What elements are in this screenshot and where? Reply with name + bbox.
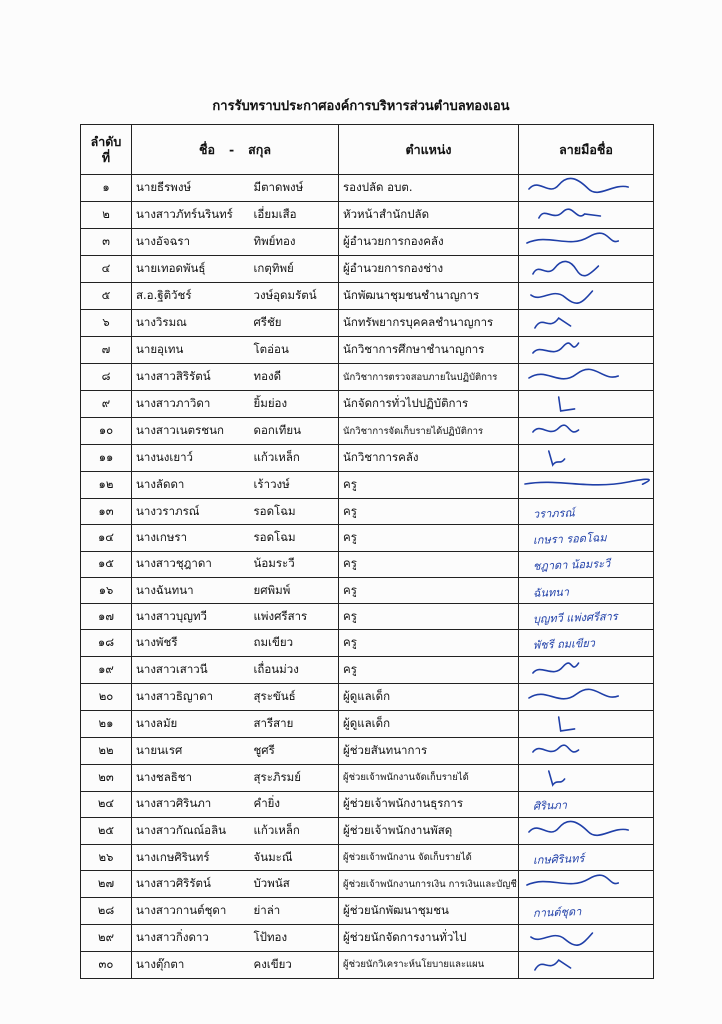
row-number: ๑๙ [81,656,132,683]
row-position: ครู [339,525,519,551]
row-signature [519,337,654,364]
row-position: ครู [339,499,519,525]
document-title: การรับทราบประกาศองค์การบริหารส่วนตำบลทองเอน [212,99,510,114]
table-row [81,871,654,898]
table-row [81,604,654,630]
row-signature [519,898,654,924]
table-row [81,656,654,683]
row-number: ๓๐ [81,951,132,978]
row-last-name: เร้าวงษ์ [250,472,339,499]
row-number: ๒๒ [81,737,132,764]
table-row [81,472,654,499]
table-row [81,737,654,764]
row-signature [519,472,654,499]
row-first-name: นายนเรศ [132,737,250,764]
row-signature [519,871,654,898]
row-number: ๒๗ [81,871,132,898]
row-position: ผู้ช่วยนักวิเคราะห์นโยบายและแผน [339,951,519,978]
row-position: ผู้ช่วยเจ้าพนักงานการเงิน การเงินและบัญชี [339,871,519,898]
row-first-name: นายธีรพงษ์ [132,175,250,202]
handwritten-signature [519,738,653,764]
signature-text: วราภรณ์ [532,506,575,521]
row-first-name: นางสาวเสาวนี [132,656,250,683]
row-first-name: นางวิรมณ [132,310,250,337]
signature-text: กานต์ชุดา [532,905,582,920]
row-last-name: รอดโฉม [250,499,339,525]
row-position: ผู้อำนวยการกองคลัง [339,229,519,256]
row-last-name: เถื่อนม่วง [250,656,339,683]
row-position: ผู้อำนวยการกองช่าง [339,256,519,283]
row-first-name: นางสาวภาวิดา [132,391,250,418]
row-first-name: นางพัชรี [132,630,250,656]
row-number: ๒๐ [81,683,132,710]
row-first-name: นางลัดดา [132,472,250,499]
row-last-name: วงษ์อุดมรัตน์ [250,283,339,310]
row-position: ครู [339,604,519,630]
table-row [81,175,654,202]
row-last-name: สารีสาย [250,710,339,737]
row-number: ๑๖ [81,577,132,603]
row-position: ครู [339,656,519,683]
table-row [81,898,654,924]
row-signature [519,499,654,525]
row-first-name: นางสาวศิรินภา [132,791,250,817]
row-first-name: นางฉันทนา [132,577,250,603]
row-signature [519,577,654,603]
handwritten-signature [519,925,653,951]
header-name [132,125,339,175]
row-number: ๕ [81,283,132,310]
table-row [81,577,654,603]
row-position: ผู้ดูแลเด็ก [339,683,519,710]
row-signature [519,951,654,978]
table-row [81,845,654,871]
table-header-row [81,125,654,175]
handwritten-signature [519,310,653,336]
handwritten-signature [519,711,653,737]
row-position: หัวหน้าสำนักปลัด [339,202,519,229]
row-signature [519,202,654,229]
handwritten-signature [519,657,653,683]
row-first-name: นางสาวศิริรัตน์ [132,871,250,898]
row-last-name: สุระขันธ์ [250,683,339,710]
row-signature [519,418,654,445]
row-first-name: นางสาวบุญทวี [132,604,250,630]
row-number: ๒๕ [81,818,132,845]
table-row [81,630,654,656]
row-last-name: แพ่งศรีสาร [250,604,339,630]
row-last-name: โตอ่อน [250,337,339,364]
row-first-name: นางสาวธิญาดา [132,683,250,710]
row-number: ๒๑ [81,710,132,737]
row-first-name: นางอัจฉรา [132,229,250,256]
row-first-name: นางสาวเนตรชนก [132,418,250,445]
table-row [81,924,654,951]
row-number: ๒ [81,202,132,229]
row-first-name: นางตุ๊กตา [132,951,250,978]
row-number: ๖ [81,310,132,337]
row-last-name: ดอกเทียน [250,418,339,445]
handwritten-signature [519,445,653,471]
header-name-last: สกุล [248,141,272,157]
row-position: นักวิชาการคลัง [339,445,519,472]
row-signature [519,229,654,256]
signature-text: เกษรา รอดโฉม [532,531,607,547]
row-number: ๑๓ [81,499,132,525]
row-position: ผู้ช่วยเจ้าพนักงานพัสดุ [339,818,519,845]
row-first-name: นางสาวกิ่งดาว [132,924,250,951]
row-last-name: สุระภิรมย์ [250,764,339,791]
row-last-name: ถมเขียว [250,630,339,656]
row-first-name: นางสาวกัณณ์อลิน [132,818,250,845]
handwritten-signature [519,256,653,282]
row-last-name: คงเขียว [250,951,339,978]
row-last-name: บัวพนัส [250,871,339,898]
table-row [81,499,654,525]
row-position: ผู้ช่วยเจ้าพนักงานจัดเก็บรายได้ [339,764,519,791]
row-signature [519,710,654,737]
row-signature [519,525,654,551]
row-first-name: นางสาวกานต์ชุดา [132,898,250,924]
signature-text: บุญทวี แพ่งศรีสาร [532,609,618,626]
handwritten-signature [519,952,653,978]
row-last-name: แก้วเหล็ก [250,445,339,472]
row-number: ๒๔ [81,791,132,817]
row-number: ๔ [81,256,132,283]
table-row [81,951,654,978]
header-signature: ลายมือชื่อ [519,125,654,175]
row-last-name: เอี่ยมเสือ [250,202,339,229]
handwritten-signature [519,175,653,201]
row-signature [519,604,654,630]
row-last-name: รอดโฉม [250,525,339,551]
signature-text: พัชรี ถมเขียว [532,636,596,652]
row-first-name: นายเทอดพันธุ์ [132,256,250,283]
row-position: ครู [339,577,519,603]
row-position: นักวิชาการตรวจสอบภายในปฏิบัติการ [339,364,519,391]
table-row [81,391,654,418]
row-number: ๑๔ [81,525,132,551]
row-position: ผู้ดูแลเด็ก [339,710,519,737]
handwritten-signature [519,337,653,363]
table-row [81,764,654,791]
row-number: ๑ [81,175,132,202]
header-position: ตำแหน่ง [339,125,519,175]
header-order: ลำดับ ที่ [81,125,132,175]
table-row [81,202,654,229]
table-row [81,418,654,445]
table-row [81,256,654,283]
row-number: ๑๘ [81,630,132,656]
row-signature [519,845,654,871]
row-last-name: ยิ้มย่อง [250,391,339,418]
row-signature [519,737,654,764]
row-first-name: นางนงเยาว์ [132,445,250,472]
handwritten-signature [519,283,653,309]
row-first-name: นางสาวสิริรัตน์ [132,364,250,391]
row-signature [519,791,654,817]
row-last-name: ทิพย์ทอง [250,229,339,256]
row-number: ๑๑ [81,445,132,472]
row-last-name: คำยิ่ง [250,791,339,817]
table-row [81,337,654,364]
handwritten-signature [519,871,653,897]
row-number: ๗ [81,337,132,364]
row-number: ๒๖ [81,845,132,871]
handwritten-signature [519,684,653,710]
row-position: ผู้ช่วยนักจัดการงานทั่วไป [339,924,519,951]
row-signature [519,551,654,577]
row-signature [519,391,654,418]
row-position: นักทรัพยากรบุคคลชำนาญการ [339,310,519,337]
table-row [81,364,654,391]
handwritten-signature [519,391,653,417]
header-name-first: ชื่อ [198,141,215,157]
table-row [81,791,654,817]
row-first-name: นางชลธิชา [132,764,250,791]
row-signature [519,924,654,951]
signature-text: ชฎาดา น้อมระวี [532,557,611,574]
row-number: ๒๘ [81,898,132,924]
row-first-name: นางวราภรณ์ [132,499,250,525]
table-row [81,525,654,551]
row-position: นักจัดการทั่วไปปฏิบัติการ [339,391,519,418]
row-first-name: ส.อ.ฐิติวัชร์ [132,283,250,310]
row-last-name: โป้ทอง [250,924,339,951]
row-first-name: นางเกษรา [132,525,250,551]
row-first-name: นางลมัย [132,710,250,737]
row-position: ผู้ช่วยนักพัฒนาชุมชน [339,898,519,924]
table-row [81,445,654,472]
row-signature [519,445,654,472]
row-number: ๙ [81,391,132,418]
handwritten-signature [519,364,653,390]
signature-text: ศิรินภา [532,799,568,814]
row-last-name: ทองดี [250,364,339,391]
row-signature [519,310,654,337]
handwritten-signature [519,202,653,228]
signature-text: เกษศิรินทร์ [532,851,585,867]
row-position: ครู [339,630,519,656]
row-number: ๒๙ [81,924,132,951]
row-last-name: จันมะณี [250,845,339,871]
row-signature [519,364,654,391]
row-last-name: ยศพิมพ์ [250,577,339,603]
row-position: ครู [339,551,519,577]
row-last-name: มีตาดพงษ์ [250,175,339,202]
handwritten-signature [519,418,653,444]
row-position: รองปลัด อบต. [339,175,519,202]
row-signature [519,818,654,845]
table-row [81,818,654,845]
row-last-name: น้อมระวี [250,551,339,577]
row-signature [519,630,654,656]
row-first-name: นางสาวชุฎาดา [132,551,250,577]
row-last-name: ย่าล่า [250,898,339,924]
row-position: นักวิชาการศึกษาชำนาญการ [339,337,519,364]
row-position: นักวิชาการจัดเก็บรายได้ปฏิบัติการ [339,418,519,445]
table-row [81,683,654,710]
handwritten-signature [519,765,653,791]
row-number: ๓ [81,229,132,256]
table-row [81,310,654,337]
row-last-name: ศรีชัย [250,310,339,337]
row-number: ๑๒ [81,472,132,499]
table-row [81,283,654,310]
row-number: ๑๕ [81,551,132,577]
row-last-name: แก้วเหล็ก [250,818,339,845]
handwritten-signature [519,472,653,498]
row-last-name: เกตุทิพย์ [250,256,339,283]
row-first-name: นางเกษศิรินทร์ [132,845,250,871]
row-number: ๘ [81,364,132,391]
table-row [81,551,654,577]
row-first-name: นางสาวภัทร์นรินทร์ [132,202,250,229]
row-last-name: ชูศรี [250,737,339,764]
signature-text: ฉันทนา [532,585,570,600]
row-signature [519,764,654,791]
row-position: ผู้ช่วยสันทนาการ [339,737,519,764]
row-number: ๑๐ [81,418,132,445]
row-position: นักพัฒนาชุมชนชำนาญการ [339,283,519,310]
handwritten-signature [519,229,653,255]
row-position: ครู [339,472,519,499]
row-position: ผู้ช่วยเจ้าพนักงาน จัดเก็บรายได้ [339,845,519,871]
row-position: ผู้ช่วยเจ้าพนักงานธุรการ [339,791,519,817]
row-signature [519,283,654,310]
row-signature [519,175,654,202]
handwritten-signature [519,818,653,844]
row-signature [519,256,654,283]
table-row [81,229,654,256]
row-signature [519,656,654,683]
row-number: ๑๗ [81,604,132,630]
header-name-sep: - [228,141,235,157]
row-number: ๒๓ [81,764,132,791]
row-signature [519,683,654,710]
row-first-name: นายอุเทน [132,337,250,364]
signature-table [80,124,654,979]
table-row [81,710,654,737]
